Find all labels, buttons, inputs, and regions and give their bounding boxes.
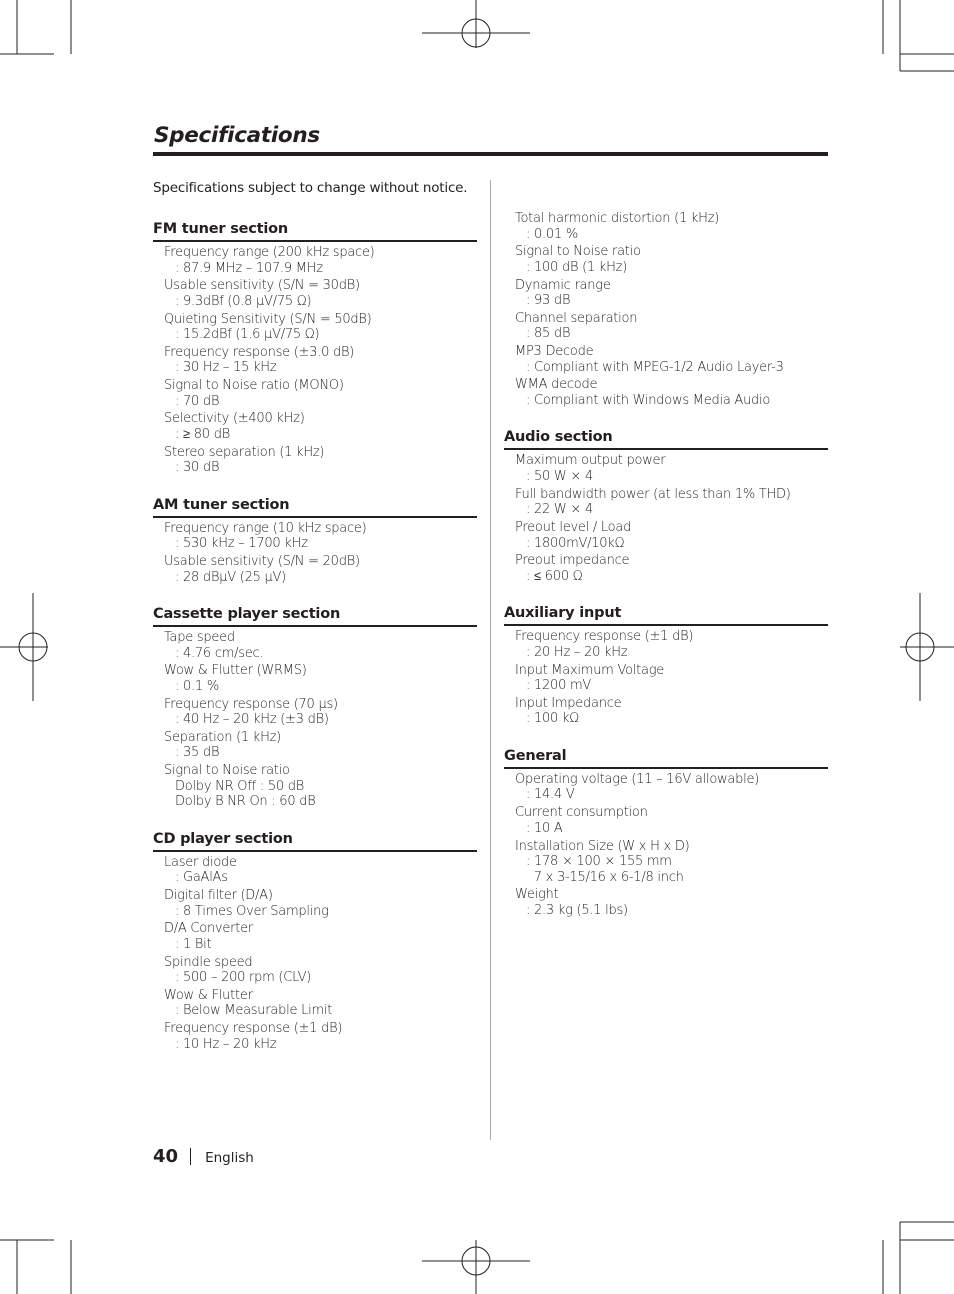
spec-list xyxy=(153,627,477,810)
spec-item xyxy=(504,839,828,886)
spec-value: : 10 Hz – 20 kHz xyxy=(175,1036,277,1052)
spec-label: Separation (1 kHz) xyxy=(164,729,281,745)
spec-label: Frequency response (±1 dB) xyxy=(515,629,694,645)
spec-label: Quieting Sensitivity (S/N = 50dB) xyxy=(164,311,372,327)
spec-label: Weight xyxy=(515,887,559,903)
spec-item xyxy=(504,377,828,408)
spec-item xyxy=(153,921,477,952)
spec-value: : Compliant with MPEG-1/2 Audio Layer-3 xyxy=(526,359,784,375)
spec-value: : 0.1 % xyxy=(175,678,219,694)
spec-value: : 50 W × 4 xyxy=(526,468,593,484)
spec-value: : 1 Bit xyxy=(175,936,212,952)
section-title: Audio section xyxy=(504,427,828,450)
spec-label: Selectivity (±400 kHz) xyxy=(164,411,305,427)
spec-label: Full bandwidth power (at less than 1% THD) xyxy=(515,486,791,502)
spec-label: Signal to Noise ratio xyxy=(164,763,290,779)
spec-value: : 35 dB xyxy=(175,745,220,761)
spec-item xyxy=(504,696,828,727)
section-title: FM tuner section xyxy=(153,219,477,242)
spec-item xyxy=(153,378,477,409)
spec-value: : 2.3 kg (5.1 lbs) xyxy=(526,902,628,918)
spec-value: : Compliant with Windows Media Audio xyxy=(526,392,771,408)
spec-item xyxy=(153,278,477,309)
section-title: AM tuner section xyxy=(153,495,477,518)
spec-value: : 100 kΩ xyxy=(526,711,579,727)
spec-label: Signal to Noise ratio xyxy=(515,244,641,260)
spec-value: : 10 A xyxy=(526,820,563,836)
spec-label: Stereo separation (1 kHz) xyxy=(164,444,325,460)
spec-label: Digital filter (D/A) xyxy=(164,888,273,904)
spec-value: : 8 Times Over Sampling xyxy=(175,903,329,919)
spec-value: : 14.4 V xyxy=(526,787,575,803)
section-title: General xyxy=(504,746,828,769)
section-auxiliary-input xyxy=(504,603,828,727)
spec-item xyxy=(153,697,477,728)
spec-value: 7 x 3-15/16 x 6-1/8 inch xyxy=(526,869,684,885)
spec-value: : ≤ 600 Ω xyxy=(526,568,583,584)
spec-list xyxy=(504,769,828,918)
spec-value: : 93 dB xyxy=(526,293,571,309)
left-column xyxy=(153,219,477,1071)
spec-label: Frequency response (70 μs) xyxy=(164,696,338,712)
spec-label: Wow & Flutter xyxy=(164,987,253,1003)
spec-label: Signal to Noise ratio (MONO) xyxy=(164,378,344,394)
footer-separator xyxy=(190,1148,191,1165)
spec-item xyxy=(504,887,828,918)
spec-item xyxy=(504,278,828,309)
spec-value: Dolby NR Off : 50 dB xyxy=(175,778,305,794)
spec-item xyxy=(153,345,477,376)
page-number: 40 xyxy=(153,1146,179,1167)
spec-value: : 0.01 % xyxy=(526,226,578,242)
spec-item xyxy=(504,487,828,518)
spec-item xyxy=(153,554,477,585)
spec-label: Frequency response (±1 dB) xyxy=(164,1021,343,1037)
spec-list xyxy=(504,626,828,727)
spec-list xyxy=(504,211,828,408)
section-am-tuner-section xyxy=(153,495,477,585)
spec-label: Current consumption xyxy=(515,805,648,821)
spec-value: : 1200 mV xyxy=(526,678,592,694)
spec-item xyxy=(153,888,477,919)
spec-list xyxy=(153,242,477,476)
spec-item xyxy=(504,311,828,342)
spec-label: Dynamic range xyxy=(515,277,611,293)
spec-value: : 500 – 200 rpm (CLV) xyxy=(175,970,312,986)
spec-label: Frequency response (±3.0 dB) xyxy=(164,344,355,360)
page-title: Specifications xyxy=(154,123,320,148)
spec-label: Operating voltage (11 – 16V allowable) xyxy=(515,771,760,787)
spec-label: Wow & Flutter (WRMS) xyxy=(164,663,307,679)
spec-list xyxy=(153,518,477,585)
spec-value: : 22 W × 4 xyxy=(526,502,593,518)
spec-list xyxy=(153,852,477,1052)
spec-label: Preout impedance xyxy=(515,553,630,569)
spec-item xyxy=(153,663,477,694)
spec-value: Dolby B NR On : 60 dB xyxy=(175,794,316,810)
spec-item xyxy=(504,805,828,836)
spec-item xyxy=(504,344,828,375)
spec-value: : 70 dB xyxy=(175,393,220,409)
spec-label: Frequency range (10 kHz space) xyxy=(164,520,367,536)
spec-value: : 100 dB (1 kHz) xyxy=(526,259,628,275)
spec-label: Installation Size (W x H x D) xyxy=(515,838,690,854)
spec-item xyxy=(504,553,828,584)
spec-item xyxy=(153,855,477,886)
spec-value: : 87.9 MHz – 107.9 MHz xyxy=(175,260,323,276)
title-rule xyxy=(153,152,828,156)
spec-value: : 530 kHz – 1700 kHz xyxy=(175,536,308,552)
spec-value: : 178 × 100 × 155 mm xyxy=(526,854,672,870)
spec-value: : 30 dB xyxy=(175,460,220,476)
spec-label: Input Maximum Voltage xyxy=(515,662,665,678)
spec-label: Input Impedance xyxy=(515,695,622,711)
change-notice: Specifications subject to change without notice. xyxy=(153,180,468,196)
section-general xyxy=(504,746,828,918)
spec-label: Usable sensitivity (S/N = 30dB) xyxy=(164,278,360,294)
spec-item xyxy=(153,1021,477,1052)
spec-label: D/A Converter xyxy=(164,921,253,937)
spec-value: : 9.3dBf (0.8 μV/75 Ω) xyxy=(175,293,312,309)
spec-item xyxy=(153,955,477,986)
spec-label: Channel separation xyxy=(515,310,638,326)
spec-item xyxy=(504,211,828,242)
spec-item xyxy=(153,521,477,552)
spec-item xyxy=(504,663,828,694)
spec-label: Laser diode xyxy=(164,854,237,870)
spec-value: : 1800mV/10kΩ xyxy=(526,535,625,551)
spec-item xyxy=(504,520,828,551)
spec-label: Preout level / Load xyxy=(515,520,632,536)
spec-item xyxy=(504,244,828,275)
spec-item xyxy=(504,629,828,660)
section-cassette-player-section xyxy=(153,604,477,810)
spec-value: : 28 dBμV (25 μV) xyxy=(175,569,286,585)
footer-language: English xyxy=(205,1150,254,1166)
spec-value: : GaAlAs xyxy=(175,870,228,886)
spec-label: MP3 Decode xyxy=(515,344,594,360)
spec-item xyxy=(153,245,477,276)
spec-value: : 30 Hz – 15 kHz xyxy=(175,360,277,376)
spec-item xyxy=(153,445,477,476)
spec-value: : 20 Hz – 20 kHz xyxy=(526,644,628,660)
page-footer xyxy=(153,1146,254,1167)
section-audio-section xyxy=(504,427,828,584)
section-continued xyxy=(504,211,828,408)
spec-value: : ≥ 80 dB xyxy=(175,426,230,442)
spec-value: : 15.2dBf (1.6 μV/75 Ω) xyxy=(175,327,320,343)
spec-item xyxy=(153,730,477,761)
section-title: Cassette player section xyxy=(153,604,477,627)
spec-item xyxy=(504,772,828,803)
spec-label: Spindle speed xyxy=(164,954,253,970)
spec-item xyxy=(153,988,477,1019)
column-divider xyxy=(490,180,491,1140)
spec-item xyxy=(153,312,477,343)
spec-item xyxy=(153,411,477,442)
spec-value: : 40 Hz – 20 kHz (±3 dB) xyxy=(175,712,329,728)
spec-value: : 4.76 cm/sec. xyxy=(175,645,264,661)
spec-label: Maximum output power xyxy=(515,453,666,469)
spec-item xyxy=(153,630,477,661)
spec-item xyxy=(504,453,828,484)
spec-label: Tape speed xyxy=(164,630,235,646)
section-cd-player-section xyxy=(153,829,477,1052)
section-fm-tuner-section xyxy=(153,219,477,476)
spec-label: WMA decode xyxy=(515,377,598,393)
right-column xyxy=(504,211,828,937)
spec-label: Total harmonic distortion (1 kHz) xyxy=(515,211,720,226)
section-title: Auxiliary input xyxy=(504,603,828,626)
spec-label: Frequency range (200 kHz space) xyxy=(164,245,375,260)
spec-value: : 85 dB xyxy=(526,326,571,342)
spec-list xyxy=(504,450,828,584)
spec-label: Usable sensitivity (S/N = 20dB) xyxy=(164,554,360,570)
section-title: CD player section xyxy=(153,829,477,852)
spec-value: : Below Measurable Limit xyxy=(175,1003,333,1019)
spec-item xyxy=(153,763,477,810)
